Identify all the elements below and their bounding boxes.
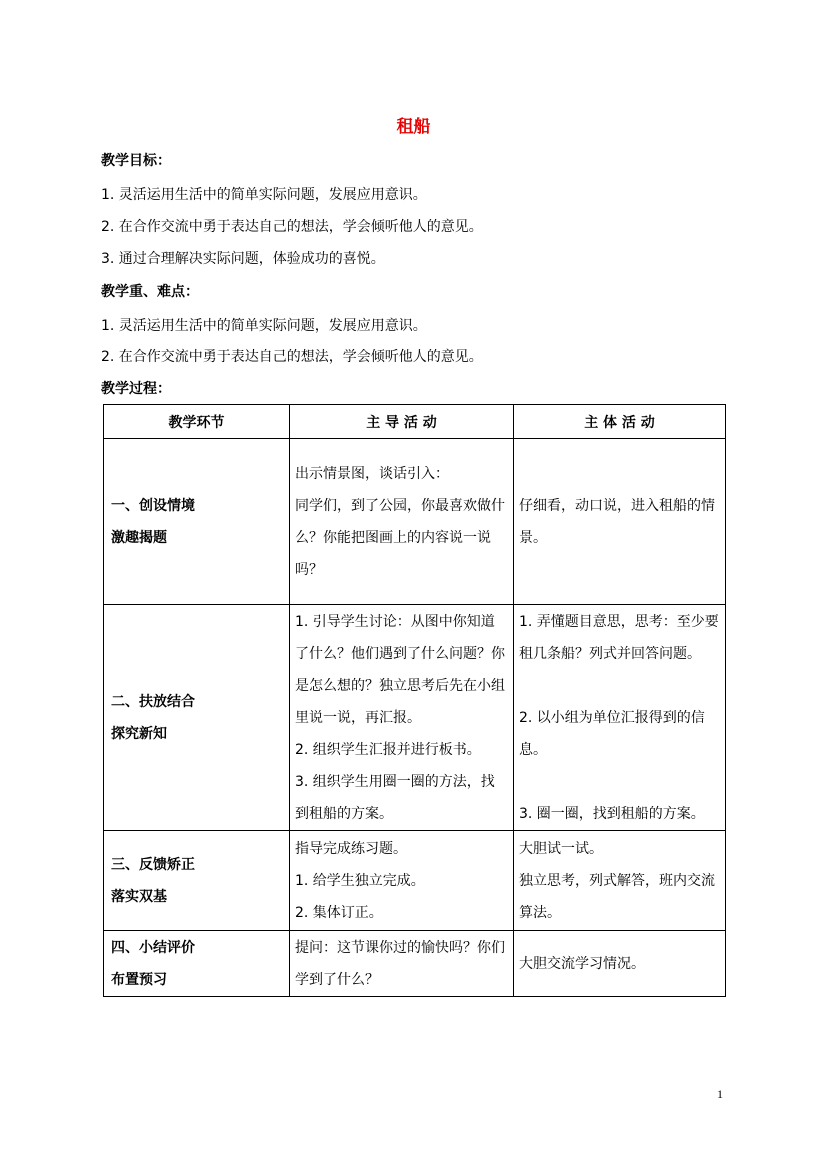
phase-subtitle: 探究新知 bbox=[111, 725, 167, 742]
phase-cell bbox=[104, 831, 290, 931]
keypoint-item-2: 2. 在合作交流中勇于表达自己的想法，学会倾听他人的意见。 bbox=[101, 349, 483, 365]
table-row bbox=[104, 931, 726, 997]
table-row bbox=[104, 439, 726, 605]
header-phase: 教学环节 bbox=[104, 405, 290, 439]
phase-name: 二、扶放结合 bbox=[111, 693, 195, 710]
phase-cell bbox=[104, 439, 290, 605]
phase-subtitle: 激趣揭题 bbox=[111, 529, 167, 546]
header-lead-activity: 主 导 活 动 bbox=[290, 405, 514, 439]
table-row bbox=[104, 831, 726, 931]
phase-name: 三、反馈矫正 bbox=[111, 856, 195, 873]
lead-activity-text: 2. 组织学生汇报并进行板书。 bbox=[295, 741, 481, 758]
phase-subtitle: 布置预习 bbox=[111, 971, 167, 988]
lead-activity-text: 提问：这节课你过的愉快吗？你们学到了什么？ bbox=[295, 939, 505, 988]
lead-activity-text: 2. 集体订正。 bbox=[295, 904, 383, 921]
student-activity-cell bbox=[514, 831, 726, 931]
lead-activity-cell bbox=[290, 931, 514, 997]
page-number: 1 bbox=[717, 1087, 723, 1101]
student-activity-text: 2. 以小组为单位汇报得到的信息。 bbox=[519, 709, 705, 758]
phase-cell bbox=[104, 605, 290, 831]
table-header-row bbox=[104, 405, 726, 439]
student-activity-cell bbox=[514, 931, 726, 997]
lead-activity-text: 指导完成练习题。 bbox=[295, 840, 407, 857]
lead-activity-text: 3. 组织学生用圈一圈的方法，找到租船的方案。 bbox=[295, 773, 495, 822]
phase-name: 四、小结评价 bbox=[111, 939, 195, 956]
goal-item-3: 3. 通过合理解决实际问题，体验成功的喜悦。 bbox=[101, 251, 385, 267]
goal-item-2: 2. 在合作交流中勇于表达自己的想法，学会倾听他人的意见。 bbox=[101, 219, 483, 235]
lead-activity-text: 同学们，到了公园，你最喜欢做什么？你能把图画上的内容说一说吗？ bbox=[295, 497, 505, 578]
process-heading: 教学过程： bbox=[101, 381, 171, 397]
phase-subtitle: 落实双基 bbox=[111, 888, 167, 905]
student-activity-text: 大胆试一试。 bbox=[519, 840, 603, 857]
lead-activity-text: 出示情景图，谈话引入： bbox=[295, 465, 449, 482]
lead-activity-cell bbox=[290, 831, 514, 931]
header-student-activity: 主 体 活 动 bbox=[514, 405, 726, 439]
lead-activity-cell bbox=[290, 605, 514, 831]
goal-item-1: 1. 灵活运用生活中的简单实际问题，发展应用意识。 bbox=[101, 187, 427, 203]
teaching-process-table bbox=[103, 404, 726, 997]
lesson-title: 租船 bbox=[396, 117, 431, 137]
goals-heading: 教学目标： bbox=[101, 153, 171, 169]
keypoint-item-1: 1. 灵活运用生活中的简单实际问题，发展应用意识。 bbox=[101, 318, 427, 334]
lead-activity-text: 1. 给学生独立完成。 bbox=[295, 872, 425, 889]
lead-activity-text: 1. 引导学生讨论：从图中你知道了什么？他们遇到了什么问题？你是怎么想的？独立思考后先在小组里说一说，再汇报。 bbox=[295, 613, 505, 726]
table-row bbox=[104, 605, 726, 831]
phase-cell bbox=[104, 931, 290, 997]
student-activity-text: 3. 圈一圈，找到租船的方案。 bbox=[519, 805, 705, 822]
student-activity-text: 独立思考，列式解答，班内交流算法。 bbox=[519, 872, 715, 921]
lead-activity-cell bbox=[290, 439, 514, 605]
keypoints-heading: 教学重、难点： bbox=[101, 284, 199, 300]
student-activity-text: 大胆交流学习情况。 bbox=[519, 955, 645, 972]
student-activity-cell bbox=[514, 605, 726, 831]
student-activity-text: 仔细看，动口说，进入租船的情景。 bbox=[519, 497, 715, 546]
student-activity-text: 1. 弄懂题目意思，思考：至少要租几条船？列式并回答问题。 bbox=[519, 613, 719, 662]
student-activity-cell bbox=[514, 439, 726, 605]
phase-name: 一、创设情境 bbox=[111, 497, 195, 514]
